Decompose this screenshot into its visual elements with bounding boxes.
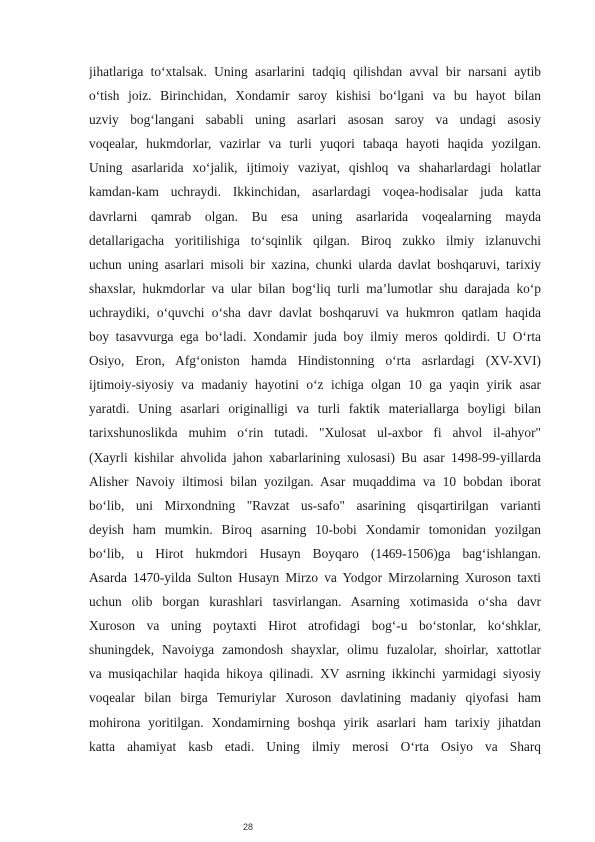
text-line: uchraydiki, o‘quvchi o‘sha davr davlat boshqaruvi va hukmron qatlam haqida: [89, 304, 541, 320]
text-line: bo‘lib, u Hirot hukmdori Husayn Boyqaro (1469-1506)ga bag‘ishlangan.: [89, 545, 541, 561]
text-line: shaxslar, hukmdorlar va ular bilan bog‘liq turli ma’lumotlar shu darajada ko‘p: [89, 280, 541, 296]
text-line: yaratdi. Uning asarlari originalligi va turli faktik materiallarga boyligi bilan: [89, 401, 541, 417]
text-line: Alisher Navoiy iltimosi bilan yozilgan. Asar muqaddima va 10 bobdan iborat: [89, 473, 541, 489]
text-line: davrlarni qamrab olgan. Bu esa uning asarlarida voqealarning mayda: [89, 208, 541, 224]
text-line: voqealar, hukmdorlar, vazirlar va turli yuqori tabaqa hayoti haqida yozilgan.: [89, 136, 541, 152]
text-line: o‘tish joiz. Birinchidan, Xondamir saroy kishisi bo‘lgani va bu hayot bilan: [89, 88, 541, 104]
text-line: detallarigacha yoritilishiga to‘sqinlik qilgan. Biroq zukko ilmiy izlanuvchi: [89, 232, 541, 248]
text-line: Asarda 1470-yilda Sulton Husayn Mirzo va Yodgor Mirzolarning Xuroson taxti: [89, 569, 541, 585]
text-line: uchun uning asarlari misoli bir xazina, chunki ularda davlat boshqaruvi, tarixiy: [89, 256, 541, 272]
text-line: Xuroson va uning poytaxti Hirot atrofidagi bog‘-u bo‘stonlar, ko‘shklar,: [89, 618, 541, 634]
text-line: voqealar bilan birga Temuriylar Xuroson davlatining madaniy qiyofasi ham: [89, 690, 541, 706]
text-line: jihatlariga to‘xtalsak. Uning asarlarini tadqiq qilishdan avval bir narsani aytib: [89, 64, 541, 79]
body-text: [89, 60, 541, 759]
text-line: mohirona yoritilgan. Xondamirning boshqa yirik asarlari ham tarixiy jihatdan: [89, 714, 541, 730]
text-line: bo‘lib, uni Mirxondning "Ravzat us-safo" asarining qisqartirilgan varianti: [89, 497, 541, 513]
page-number: 28: [242, 822, 253, 832]
text-line: boy tasavvurga ega bo‘ladi. Xondamir juda boy ilmiy meros qoldirdi. U O‘rta: [89, 329, 541, 345]
text-line: (Xayrli kishilar ahvolida jahon xabarlarining xulosasi) Bu asar 1498-99-yillarda: [89, 449, 541, 465]
text-line: va musiqachilar haqida hikoya qilinadi. XV asrning ikkinchi yarmidagi siyosiy: [89, 666, 541, 682]
text-line: kamdan-kam uchraydi. Ikkinchidan, asarlardagi voqea-hodisalar juda katta: [89, 184, 541, 200]
text-line: uchun olib borgan kurashlari tasvirlangan. Asarning xotimasida o‘sha davr: [89, 594, 541, 610]
text-line: deyish ham mumkin. Biroq asarning 10-bobi Xondamir tomonidan yozilgan: [89, 521, 541, 537]
text-line: katta ahamiyat kasb etadi. Uning ilmiy merosi O‘rta Osiyo va Sharq: [89, 738, 541, 754]
text-line: tarixshunoslikda muhim o‘rin tutadi. "Xulosat ul-axbor fi ahvol il-ahyor": [89, 425, 541, 441]
text-line: Uning asarlarida xo‘jalik, ijtimoiy vaziyat, qishloq va shaharlardagi holatlar: [89, 160, 541, 176]
text-line: shuningdek, Navoiyga zamondosh shayxlar, olimu fuzalolar, shoirlar, xattotlar: [89, 642, 541, 658]
text-line: ijtimoiy-siyosiy va madaniy hayotini o‘z ichiga olgan 10 ga yaqin yirik asar: [89, 377, 541, 393]
text-line: Osiyo, Eron, Afg‘oniston hamda Hindistonning o‘rta asrlardagi (XV-XVI): [89, 353, 541, 369]
text-line: uzviy bog‘langani sababli uning asarlari asosan saroy va undagi asosiy: [89, 112, 541, 128]
